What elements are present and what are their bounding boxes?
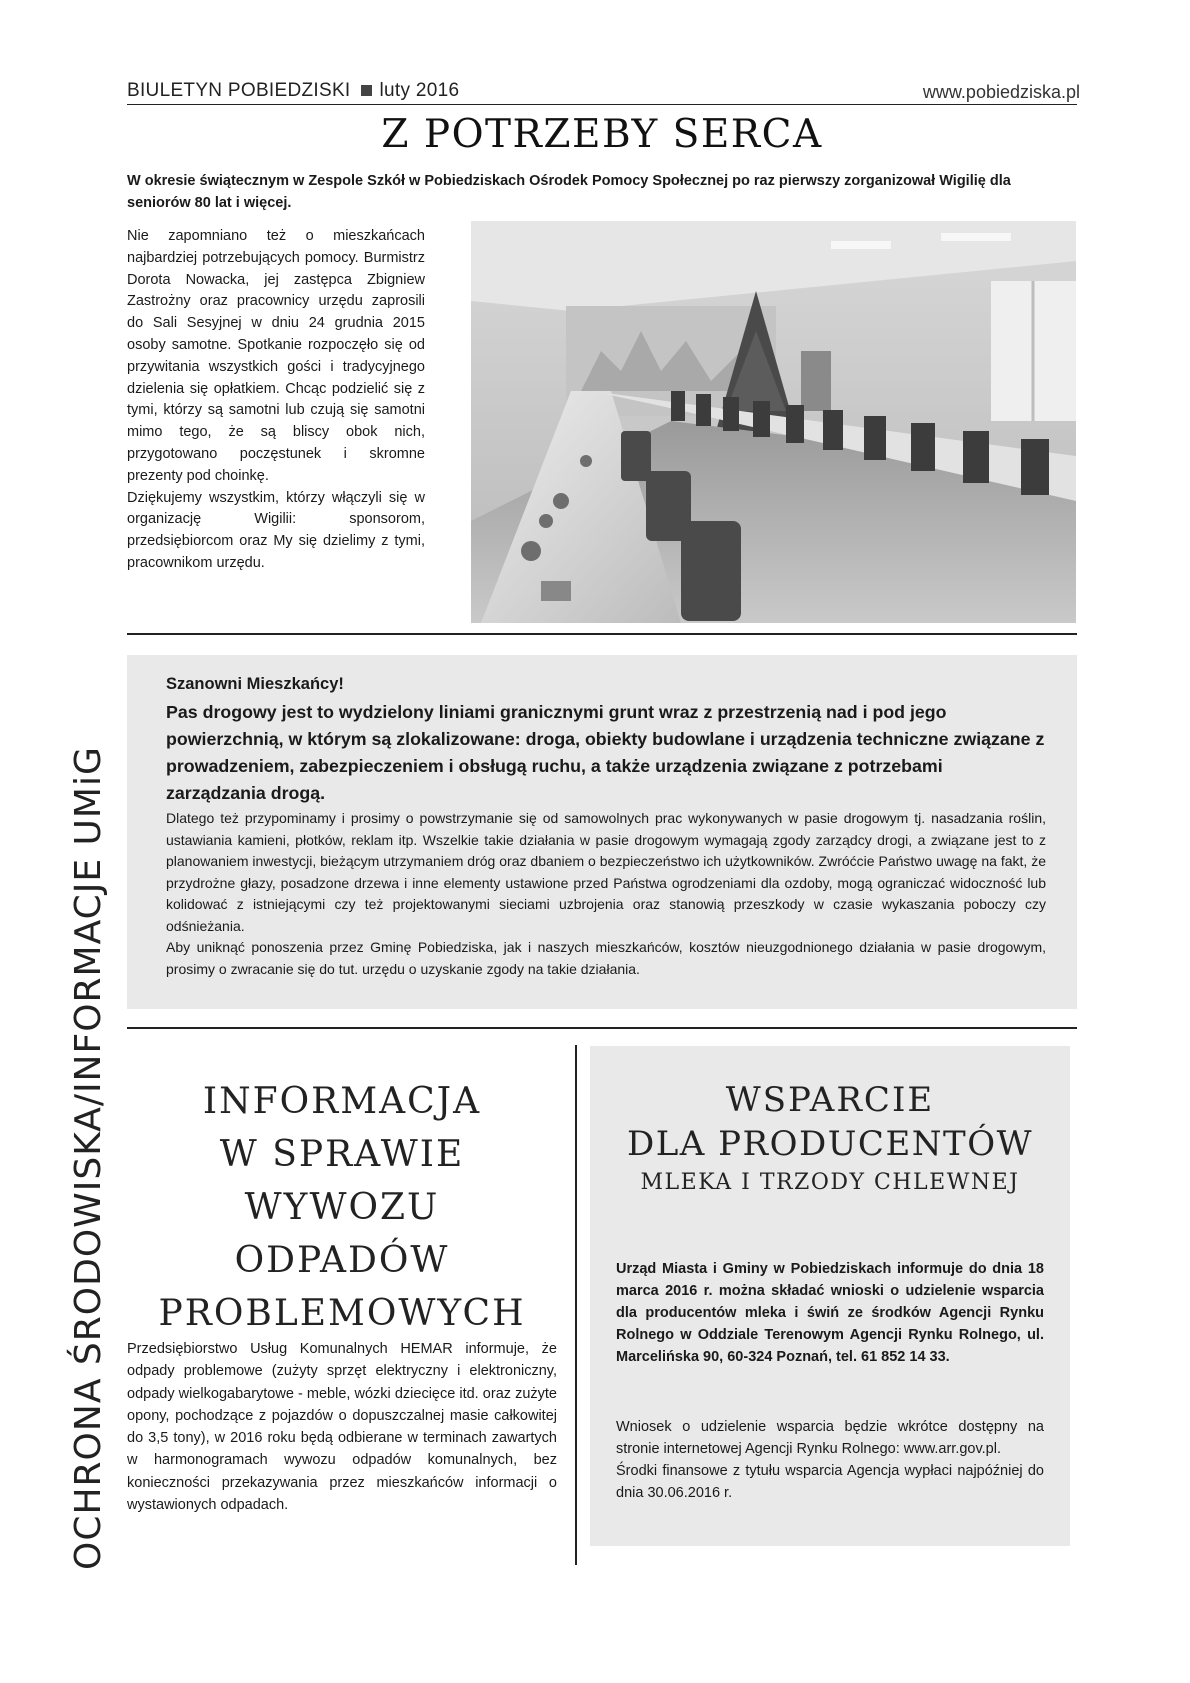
waste-article-body: Przedsiębiorstwo Usług Komunalnych HEMAR informuje, że odpady problemowe (zużyty sprzęt elektryczny i elektroniczny, odpady wielkogabarytowe - meble, wózki dziecięce itd. oraz zużyte opony, pochodzące z pojazdów o dopuszczalnej masie całkowitej do 3,5 tony), w 2016 roku będą odbierane w terminach zawartych w harmonogramach wywozu odpadów komunalnych, bez konieczności przekazywania przez mieszkańców informacji o wystawionych odpadach. bbox=[127, 1341, 557, 1514]
article-title: Z POTRZEBY SERCA bbox=[381, 112, 823, 157]
support-paragraph: Środki finansowe z tytułu wsparcia Agencja wypłaci najpóźniej do dnia 30.06.2016 r. bbox=[616, 1463, 1044, 1501]
issue-date: luty 2016 bbox=[379, 80, 460, 101]
title-line: WYWOZU bbox=[244, 1187, 440, 1228]
title-line: PROBLEMOWYCH bbox=[158, 1293, 526, 1334]
publication-name: BIULETYN POBIEDZISKI bbox=[127, 80, 351, 101]
notice-body bbox=[166, 808, 1046, 980]
title-line: WSPARCIE bbox=[725, 1080, 935, 1120]
section-label-vertical: OCHRONA ŚRODOWISKA/INFORMACJE UMiG bbox=[68, 746, 109, 1570]
article-lead: W okresie świątecznym w Zespole Szkół w Pobiedziskach Ośrodek Pomocy Społecznej po raz pierwszy zorganizował Wigilię dla seniorów 80 lat i więcej. bbox=[127, 173, 1011, 211]
title-line: INFORMACJA bbox=[202, 1081, 482, 1122]
header-divider bbox=[127, 104, 1077, 105]
support-article-lead: Urząd Miasta i Gminy w Pobiedziskach informuje do dnia 18 marca 2016 r. można składać wnioski o udzielenie wsparcia dla producentów mleka i świń ze środków Agencji Rynku Rolnego w Oddziale Terenowym Agencji Rynku Rolnego, ul. Marcelińska 90, 60-324 Poznań, tel. 61 852 14 33. bbox=[616, 1261, 1044, 1365]
masthead bbox=[127, 80, 459, 102]
title-line: ODPADÓW bbox=[234, 1240, 450, 1281]
support-article-body bbox=[616, 1416, 1044, 1504]
title-line: DLA PRODUCENTÓW bbox=[626, 1124, 1034, 1164]
square-bullet-icon bbox=[361, 85, 372, 96]
banquet-hall-photo bbox=[471, 221, 1076, 623]
support-paragraph: Wniosek o udzielenie wsparcia będzie wkrótce dostępny na stronie internetowej Agencji Rynku Rolnego: www.arr.gov.pl. bbox=[616, 1419, 1044, 1457]
article-paragraph: Nie zapomniano też o mieszkańcach najbardziej potrzebujących pomocy. Burmistrz Dorota Nowacka, jej zastępca Zbigniew Zastrożny oraz pracownicy urzędu zaprosili do Sali Sesyjnej w dniu 24 grudnia 2015 osoby samotne. Spotkanie rozpoczęło się od przywitania wszystkich gości i tradycyjnego dzielenia się opłatkiem. Chcąc podzielić się z tymi, którzy są samotni lub czują się samotni mimo tego, że są bliscy obok nich, przygotowano poczęstunek i skromne prezenty pod choinkę. bbox=[127, 228, 425, 484]
notice-paragraph: Aby uniknąć ponoszenia przez Gminę Pobiedziska, jak i naszych mieszkańców, kosztów nieuzgodnionego działania w pasie drogowym, prosimy o zwracanie się do tut. urzędu o uzyskanie zgody na takie działania. bbox=[166, 939, 1046, 977]
website-url: www.pobiedziska.pl bbox=[922, 82, 1080, 102]
waste-article-title bbox=[127, 1075, 557, 1340]
column-divider bbox=[575, 1045, 577, 1565]
notice-lead: Pas drogowy jest to wydzielony liniami granicznymi grunt wraz z przestrzenią nad i pod jego powierzchnią, w którym są zlokalizowane: droga, obiekty budowlane i urządzenia techniczne związane z prowadzeniem, zabezpieczeniem i obsługą ruchu, a także urządzenia związane z potrzebami zarządzania drogą. bbox=[166, 702, 1045, 803]
title-line: W SPRAWIE bbox=[219, 1134, 465, 1175]
section-divider bbox=[127, 633, 1077, 635]
title-subline: MLEKA I TRZODY CHLEWNEJ bbox=[640, 1170, 1020, 1195]
article-paragraph: Dziękujemy wszystkim, którzy włączyli się w organizację Wigilii: sponsorom, przedsiębiorcom oraz My się dzielimy z tymi, pracownikom urzędu. bbox=[127, 489, 425, 571]
notice-greeting: Szanowni Mieszkańcy! bbox=[166, 675, 344, 693]
notice-paragraph: Dlatego też przypominamy i prosimy o powstrzymanie się od samowolnych prac wykonywanych w pasie drogowym tj. nasadzania roślin, ustawiania kamieni, płotków, reklam itp. Wszelkie takie działania w pasie drogowym wymagają zgody zarządcy drogi, a związane jest to z planowaniem inwestycji, bieżącym utrzymaniem dróg oraz dbaniem o bezpieczeństwo ich użytkowników. Zwróćcie Państwo uwagę na fakt, że przydrożne głazy, posadzone drzewa i inne elementy ustawione przed Państwa ogrodzeniami dla ozdoby, mogą ograniczać widoczność lub kolidować z istniejącymi czy też projektowanymi sieciami uzbrojenia oraz stanowią przeszkody w czasie wykaszania poboczy czy odśnieżania. bbox=[166, 810, 1046, 934]
article-body bbox=[127, 226, 425, 575]
support-article-title bbox=[590, 1078, 1070, 1200]
section-divider bbox=[127, 1027, 1077, 1029]
